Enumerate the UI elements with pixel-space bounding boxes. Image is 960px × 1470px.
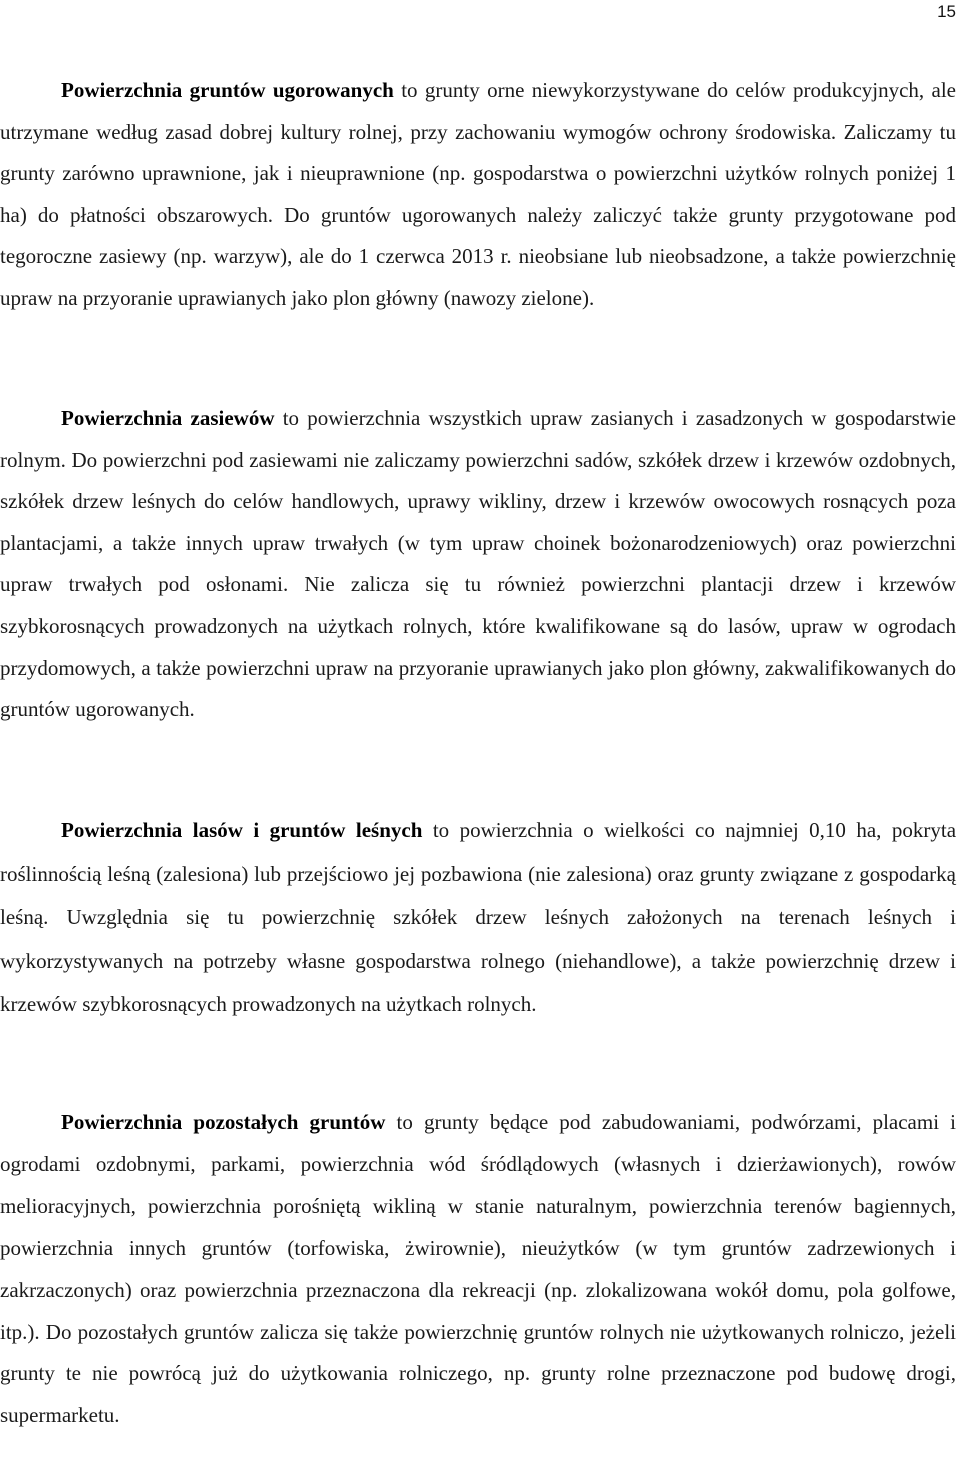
term-sown-area: Powierzchnia zasiewów	[61, 406, 275, 430]
paragraph-forest-land	[0, 809, 956, 1027]
definition-fallow-land: to grunty orne niewykorzystywane do celów produkcyjnych, ale utrzymane według zasad dobrej kultury rolnej, przy zachowaniu wymogów ochrony środowiska. Zaliczamy tu grunty zarówno uprawnione, jak i nieuprawnione (np. gospodarstwa o powierzchni użytków rolnych poniżej 1 ha) do płatności obszarowych. Do gruntów ugorowanych należy zaliczyć także grunty przygotowane pod tegoroczne zasiewy (np. warzyw), ale do 1 czerwca 2013 r. nieobsiane lub nieobsadzone, a także powierzchnię upraw na przyoranie uprawianych jako plon główny (nawozy zielone).	[0, 78, 957, 310]
definition-other-land: to grunty będące pod zabudowaniami, podwórzami, placami i ogrodami ozdobnymi, parkami, powierzchnia wód śródlądowych (własnych i dzierżawionych), rowów melioracyjnych, powierzchnia porośniętą wikliną w stanie naturalnym, powierzchnia terenów bagiennych, powierzchnia innych gruntów (torfowiska, żwirownie), nieużytków (w tym gruntów zadrzewionych i zakrzaczonych) oraz powierzchnia przeznaczona dla rekreacji (np. zlokalizowana wokół domu, pola golfowe, itp.). Do pozostałych gruntów zalicza się także powierzchnię gruntów rolnych nie użytkowanych rolniczo, jeżeli grunty te nie powrócą już do użytkowania rolniczego, np. grunty rolne przeznaczone pod budowę drogi, supermarketu.	[0, 1110, 956, 1428]
definition-forest-land: to powierzchnia o wielkości co najmniej 0,10 ha, pokryta roślinnością leśną (zalesiona) lub przejściowo jej pozbawiona (nie zalesiona) oraz grunty związane z gospodarką leśną. Uwzględnia się tu powierzchnię szkółek drzew leśnych założonych na terenach leśnych i wykorzystywanych na potrzeby własne gospodarstwa rolnego (niehandlowe), a także powierzchnię drzew i krzewów szybkorosnących prowadzonych na użytkach rolnych.	[0, 818, 957, 1017]
paragraph-other-land	[0, 1102, 956, 1437]
term-fallow-land: Powierzchnia gruntów ugorowanych	[61, 78, 394, 102]
page-number: 15	[937, 2, 956, 21]
term-forest-land: Powierzchnia lasów i gruntów leśnych	[61, 818, 423, 842]
definition-sown-area: to powierzchnia wszystkich upraw zasianych i zasadzonych w gospodarstwie rolnym. Do powierzchni pod zasiewami nie zaliczamy powierzchni sadów, szkółek drzew i krzewów ozdobnych, szkółek drzew leśnych do celów handlowych, uprawy wikliny, drzew i krzewów owocowych rosnących poza plantacjami, a także innych upraw trwałych (w tym upraw choinek bożonarodzeniowych) oraz powierzchni upraw trwałych pod osłonami. Nie zalicza się tu również powierzchni plantacji drzew i krzewów szybkorosnących prowadzonych na użytkach rolnych, które kwalifikowane są do lasów, upraw w ogrodach przydomowych, a także powierzchni upraw na przyoranie uprawianych jako plon główny, zakwalifikowanych do gruntów ugorowanych.	[0, 406, 956, 722]
paragraph-fallow-land	[0, 70, 956, 320]
paragraph-sown-area	[0, 398, 956, 731]
term-other-land: Powierzchnia pozostałych gruntów	[61, 1110, 386, 1134]
